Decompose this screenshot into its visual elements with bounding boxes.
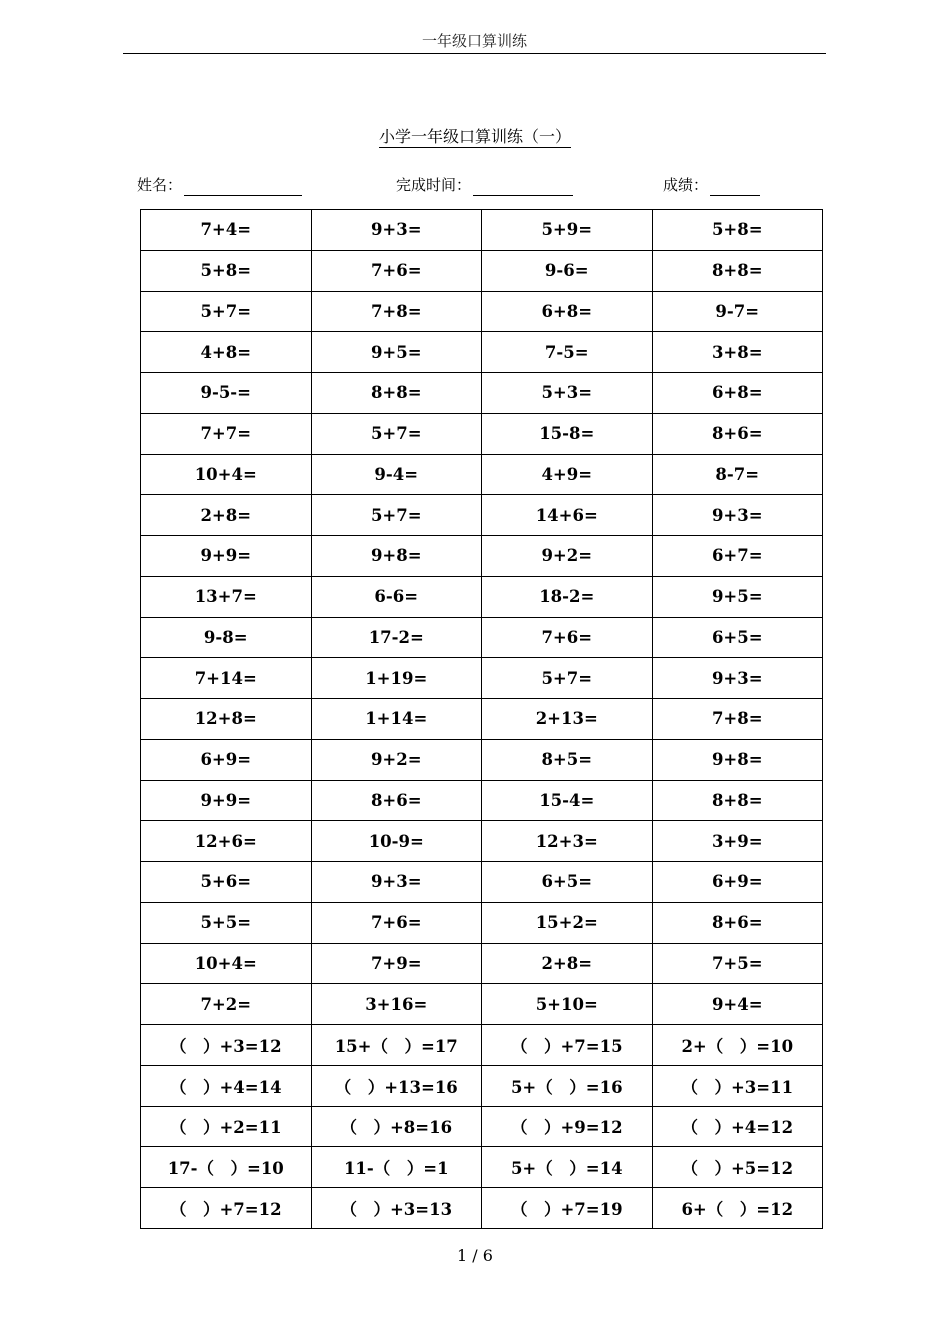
problem-cell: 10-9=: [311, 821, 482, 862]
problem-cell: （ ）+4=14: [141, 1065, 312, 1106]
problem-cell: 7+6=: [311, 250, 482, 291]
problem-cell: 15-4=: [482, 780, 653, 821]
problem-cell: 9+5=: [652, 576, 823, 617]
problem-cell: 6-6=: [311, 576, 482, 617]
problem-cell: 6+8=: [652, 373, 823, 414]
problem-cell: 11-（ ）=1: [311, 1147, 482, 1188]
table-row: [141, 1188, 823, 1229]
problem-cell: 5+7=: [482, 658, 653, 699]
table-row: [141, 1147, 823, 1188]
table-row: [141, 862, 823, 903]
problem-cell: 1+14=: [311, 699, 482, 740]
problem-cell: 9+3=: [652, 658, 823, 699]
problem-cell: 9+5=: [311, 332, 482, 373]
problem-cell: 7+6=: [311, 902, 482, 943]
problem-cell: 18-2=: [482, 576, 653, 617]
problem-cell: 8-7=: [652, 454, 823, 495]
problem-cell: （ ）+2=11: [141, 1106, 312, 1147]
problem-cell: 6+（ ）=12: [652, 1188, 823, 1229]
problem-cell: 1+19=: [311, 658, 482, 699]
problem-cell: 7+14=: [141, 658, 312, 699]
problem-cell: 5+8=: [141, 250, 312, 291]
score-field: [663, 174, 760, 196]
problem-cell: 7+8=: [311, 291, 482, 332]
page-title-text: 小学一年级口算训练（一）: [378, 127, 571, 146]
problem-cell: （ ）+9=12: [482, 1106, 653, 1147]
table-row: [141, 210, 823, 251]
problem-cell: 6+5=: [652, 617, 823, 658]
score-label: 成绩：: [663, 176, 709, 194]
problem-cell: 10+4=: [141, 454, 312, 495]
problem-cell: 2+13=: [482, 699, 653, 740]
problem-cell: （ ）+13=16: [311, 1065, 482, 1106]
problem-cell: 9+4=: [652, 984, 823, 1025]
table-row: [141, 699, 823, 740]
problem-cell: 5+7=: [311, 413, 482, 454]
problem-cell: （ ）+7=19: [482, 1188, 653, 1229]
problem-cell: 14+6=: [482, 495, 653, 536]
problem-cell: 5+10=: [482, 984, 653, 1025]
problem-cell: 5+6=: [141, 862, 312, 903]
problem-cell: 9+3=: [311, 862, 482, 903]
time-field: [396, 174, 573, 196]
table-row: [141, 780, 823, 821]
problem-cell: 9-6=: [482, 250, 653, 291]
problem-cell: 9+3=: [311, 210, 482, 251]
problem-cell: 7+8=: [652, 699, 823, 740]
time-label: 完成时间：: [396, 176, 472, 194]
table-row: [141, 739, 823, 780]
problem-cell: 5+9=: [482, 210, 653, 251]
problem-cell: 9+8=: [311, 536, 482, 577]
table-row: [141, 576, 823, 617]
problem-cell: 7-5=: [482, 332, 653, 373]
running-header: 一年级口算训练: [421, 32, 527, 50]
problem-cell: 8+6=: [652, 902, 823, 943]
problem-cell: 4+9=: [482, 454, 653, 495]
problem-cell: 8+6=: [311, 780, 482, 821]
problem-cell: 9+8=: [652, 739, 823, 780]
table-row: [141, 495, 823, 536]
problem-cell: 5+（ ）=16: [482, 1065, 653, 1106]
table-row: [141, 373, 823, 414]
problem-cell: （ ）+3=12: [141, 1025, 312, 1066]
problem-cell: 13+7=: [141, 576, 312, 617]
table-row: [141, 536, 823, 577]
problem-cell: （ ）+4=12: [652, 1106, 823, 1147]
problem-cell: 6+9=: [141, 739, 312, 780]
table-row: [141, 902, 823, 943]
problem-cell: （ ）+3=13: [311, 1188, 482, 1229]
problem-cell: 8+8=: [652, 250, 823, 291]
problem-cell: 6+8=: [482, 291, 653, 332]
problem-cell: 8+8=: [652, 780, 823, 821]
table-row: [141, 332, 823, 373]
problem-cell: 9-7=: [652, 291, 823, 332]
problem-cell: 7+6=: [482, 617, 653, 658]
problem-cell: （ ）+3=11: [652, 1065, 823, 1106]
problem-cell: 15+（ ）=17: [311, 1025, 482, 1066]
page-title: [0, 126, 950, 148]
table-row: [141, 617, 823, 658]
problem-cell: 4+8=: [141, 332, 312, 373]
name-blank[interactable]: [184, 177, 302, 196]
problem-cell: 5+3=: [482, 373, 653, 414]
problem-cell: 17-（ ）=10: [141, 1147, 312, 1188]
problem-cell: 9+9=: [141, 536, 312, 577]
table-row: [141, 250, 823, 291]
problem-cell: （ ）+8=16: [311, 1106, 482, 1147]
problem-cell: （ ）+5=12: [652, 1147, 823, 1188]
arithmetic-table: [140, 209, 823, 1229]
problem-cell: 8+5=: [482, 739, 653, 780]
problem-cell: 5+5=: [141, 902, 312, 943]
time-blank[interactable]: [473, 177, 573, 196]
table-row: [141, 1106, 823, 1147]
table-row: [141, 658, 823, 699]
problem-cell: 5+（ ）=14: [482, 1147, 653, 1188]
header-rule: [123, 53, 826, 54]
table-row: [141, 1025, 823, 1066]
problem-cell: 12+8=: [141, 699, 312, 740]
problem-cell: 9+3=: [652, 495, 823, 536]
problem-cell: 9+2=: [482, 536, 653, 577]
problem-cell: 9-5-=: [141, 373, 312, 414]
table-row: [141, 821, 823, 862]
problem-cell: 2+8=: [141, 495, 312, 536]
problem-cell: 9+9=: [141, 780, 312, 821]
table-row: [141, 1065, 823, 1106]
problem-cell: 5+7=: [141, 291, 312, 332]
page-number: 1 / 6: [457, 1246, 493, 1265]
problem-cell: 3+9=: [652, 821, 823, 862]
name-field: [137, 174, 302, 196]
problem-cell: 6+7=: [652, 536, 823, 577]
problem-cell: 7+5=: [652, 943, 823, 984]
name-label: 姓名：: [137, 176, 183, 194]
problem-cell: 6+9=: [652, 862, 823, 903]
table-row: [141, 943, 823, 984]
problem-cell: 7+2=: [141, 984, 312, 1025]
problem-cell: 17-2=: [311, 617, 482, 658]
problem-cell: 6+5=: [482, 862, 653, 903]
problem-cell: 15-8=: [482, 413, 653, 454]
table-row: [141, 413, 823, 454]
problem-cell: 5+8=: [652, 210, 823, 251]
problem-cell: 12+3=: [482, 821, 653, 862]
problem-cell: （ ）+7=12: [141, 1188, 312, 1229]
problem-cell: 5+7=: [311, 495, 482, 536]
table-row: [141, 454, 823, 495]
problem-cell: 8+8=: [311, 373, 482, 414]
score-blank[interactable]: [710, 177, 760, 196]
problem-cell: 10+4=: [141, 943, 312, 984]
problem-cell: 9-8=: [141, 617, 312, 658]
problem-cell: 8+6=: [652, 413, 823, 454]
table-row: [141, 984, 823, 1025]
problem-cell: 7+4=: [141, 210, 312, 251]
problem-cell: 12+6=: [141, 821, 312, 862]
problem-cell: 3+8=: [652, 332, 823, 373]
problem-cell: 2+（ ）=10: [652, 1025, 823, 1066]
problem-cell: 7+9=: [311, 943, 482, 984]
table-row: [141, 291, 823, 332]
problem-cell: 15+2=: [482, 902, 653, 943]
problem-cell: 3+16=: [311, 984, 482, 1025]
problem-cell: 9-4=: [311, 454, 482, 495]
problem-cell: 9+2=: [311, 739, 482, 780]
arithmetic-table-body: [141, 210, 823, 1229]
problem-cell: （ ）+7=15: [482, 1025, 653, 1066]
problem-cell: 7+7=: [141, 413, 312, 454]
problem-cell: 2+8=: [482, 943, 653, 984]
